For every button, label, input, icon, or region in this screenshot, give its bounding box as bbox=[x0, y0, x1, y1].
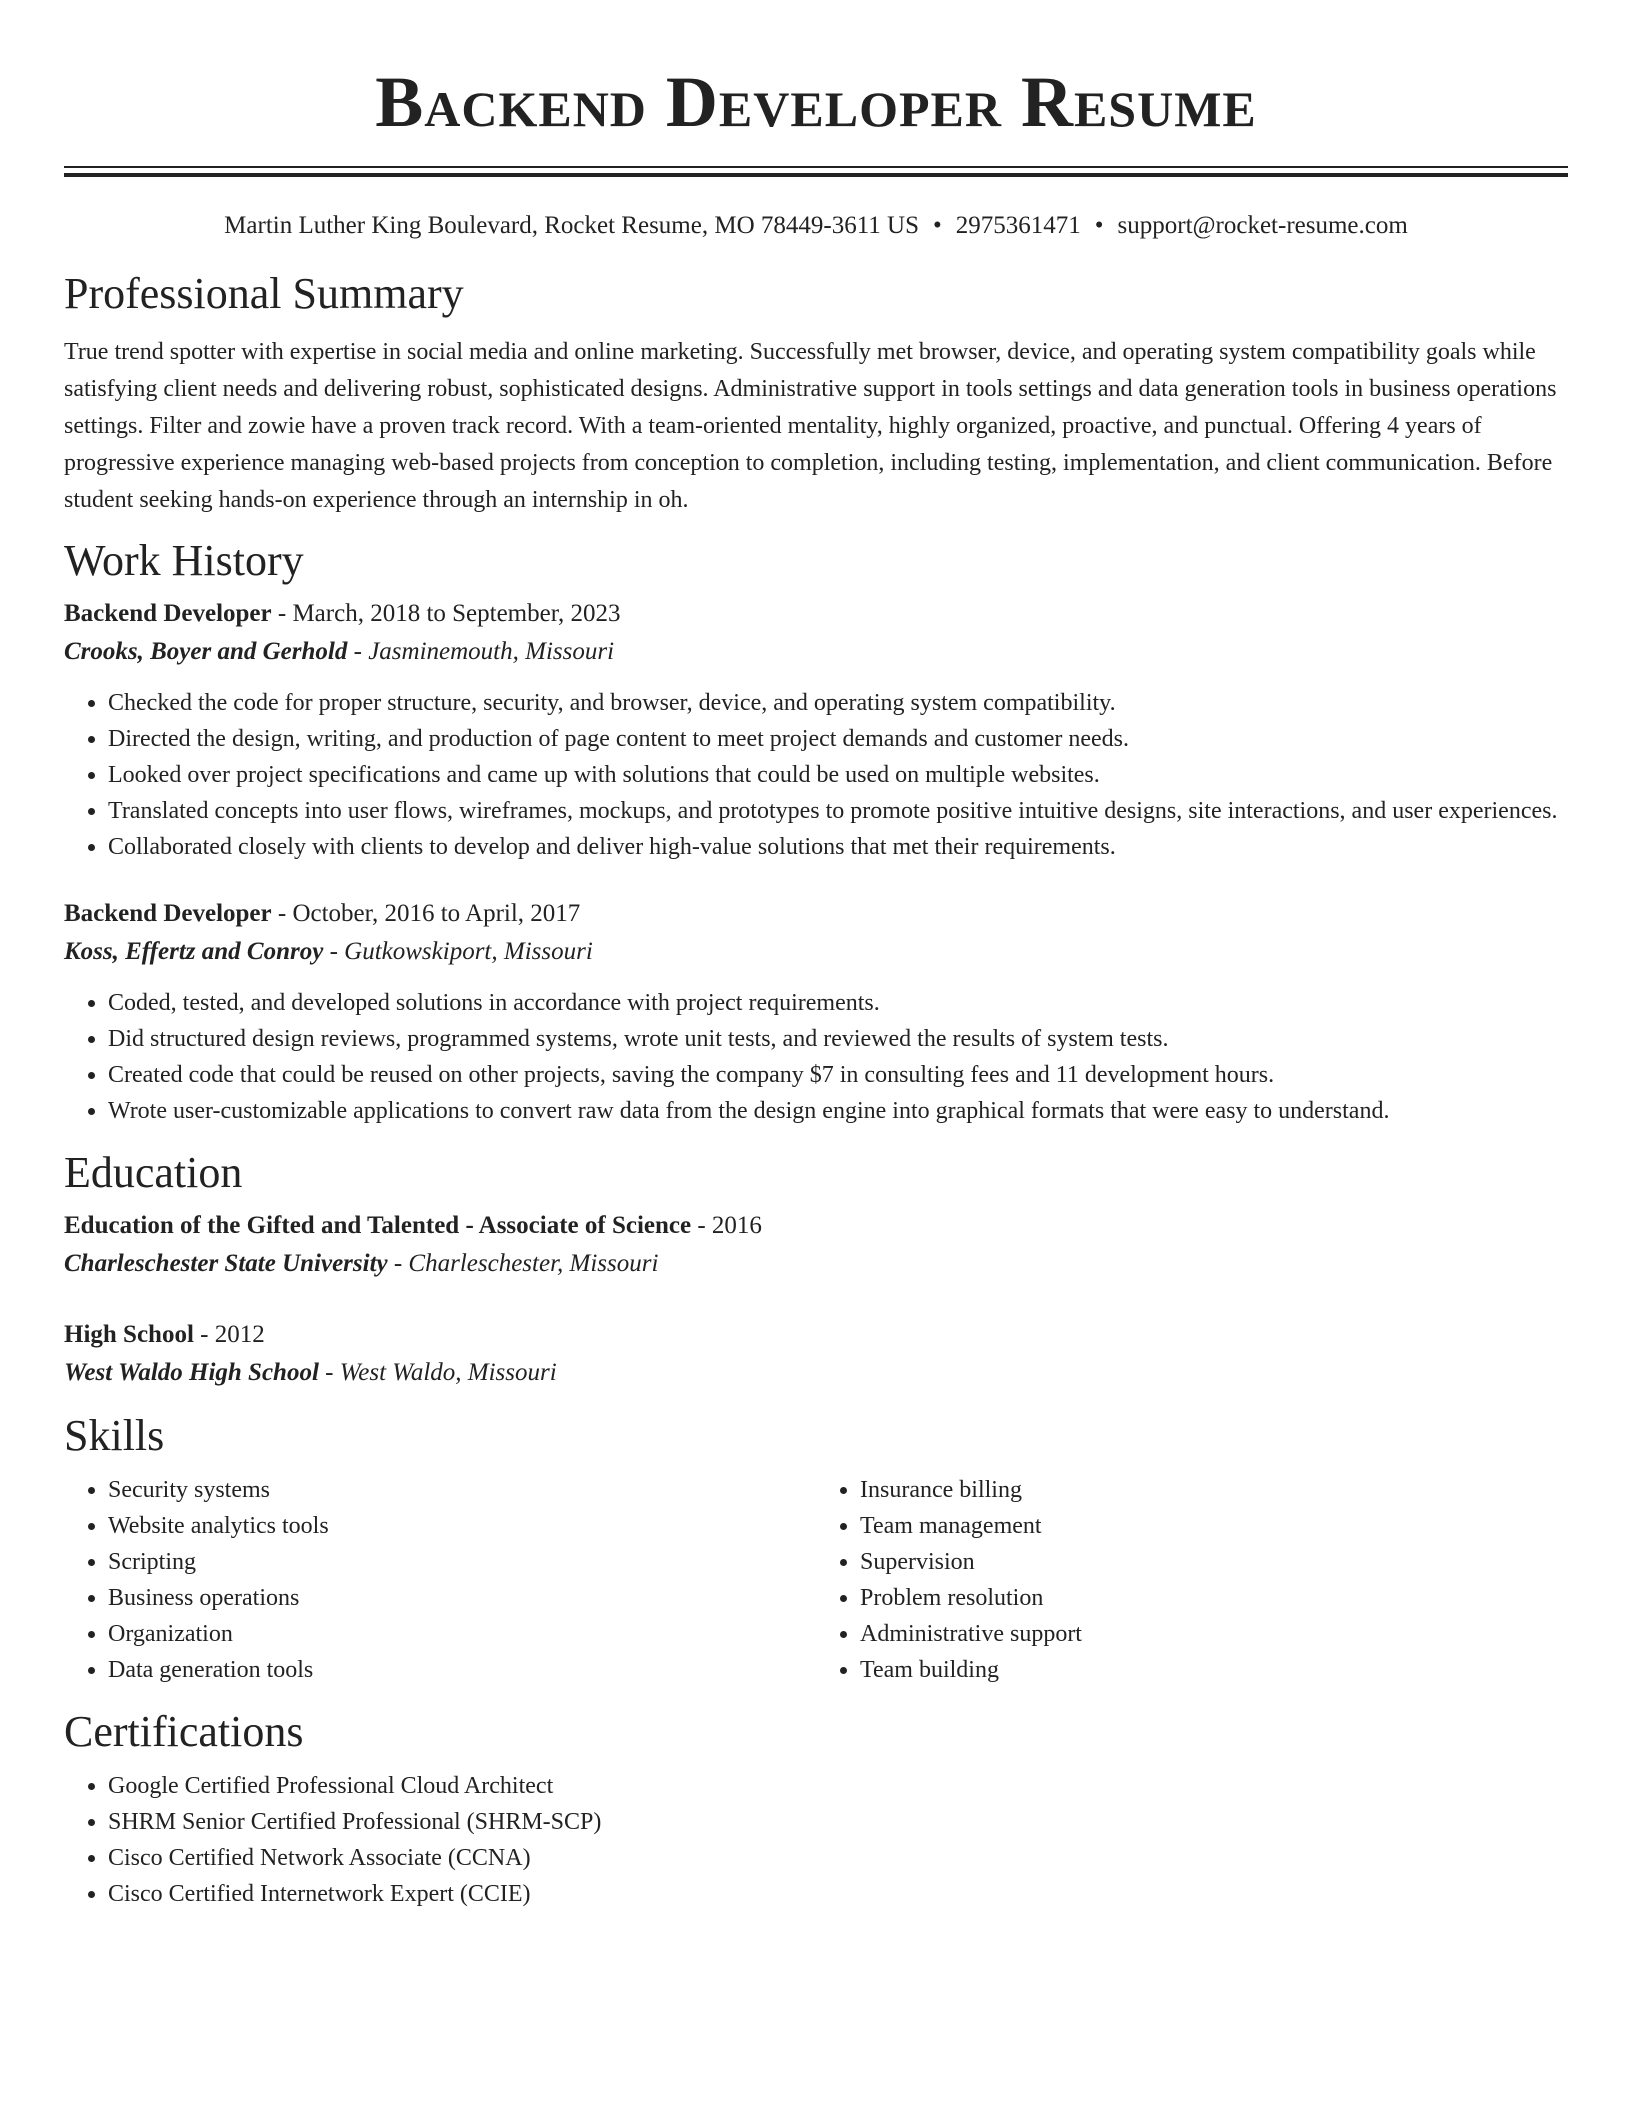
skill-item: • Team building bbox=[860, 1652, 1568, 1688]
education-location: - West Waldo, Missouri bbox=[318, 1359, 557, 1386]
skills-list-left bbox=[64, 1472, 816, 1688]
certifications-heading: Certifications bbox=[64, 1707, 304, 1756]
certification-item: • Cisco Certified Network Associate (CCNA) bbox=[108, 1840, 1568, 1876]
work-history-heading: Work History bbox=[64, 536, 304, 585]
title-rule-thin bbox=[64, 166, 1568, 168]
job-bullet: • Directed the design, writing, and production of page content to meet project demands and customer needs. bbox=[108, 721, 1568, 757]
job-company: Crooks, Boyer and Gerhold bbox=[64, 638, 348, 665]
education-entry bbox=[64, 1207, 1568, 1283]
skill-item: • Data generation tools bbox=[108, 1652, 816, 1688]
job-entry bbox=[64, 895, 1568, 1129]
education-degree: Education of the Gifted and Talented - Associate of Science bbox=[64, 1212, 692, 1239]
job-title-line bbox=[64, 595, 1568, 633]
skill-item: • Security systems bbox=[108, 1472, 816, 1508]
job-bullets bbox=[64, 985, 1568, 1129]
summary-text: True trend spotter with expertise in social media and online marketing. Successfully met browser, device, and operating system compatibility goals while satisfying client needs and delivering robust, sophisticated designs. Administrative support in tools settings and data generation tools in business operations settings. Filter and zowie have a proven track record. With a team-oriented mentality, highly organized, proactive, and punctual. Offering 4 years of progressive experience managing web-based projects from conception to completion, including testing, implementation, and client communication. Before student seeking hands-on experience through an internship in oh. bbox=[64, 339, 1557, 513]
certification-item: • Cisco Certified Internetwork Expert (CCIE) bbox=[108, 1876, 1568, 1912]
job-bullet: • Wrote user-customizable applications to convert raw data from the design engine into graphical formats that were easy to understand. bbox=[108, 1093, 1568, 1129]
job-bullets bbox=[64, 685, 1568, 865]
job-entry bbox=[64, 595, 1568, 865]
education-year: - 2016 bbox=[691, 1212, 762, 1239]
skill-item: • Organization bbox=[108, 1616, 816, 1652]
job-company-line bbox=[64, 933, 1568, 971]
certification-item: • Google Certified Professional Cloud Architect bbox=[108, 1768, 1568, 1804]
skill-item: • Scripting bbox=[108, 1544, 816, 1580]
job-bullet: • Created code that could be reused on other projects, saving the company $7 in consulting fees and 11 development hours. bbox=[108, 1057, 1568, 1093]
skills-heading: Skills bbox=[64, 1411, 165, 1460]
job-title-line bbox=[64, 895, 1568, 933]
skill-item: • Supervision bbox=[860, 1544, 1568, 1580]
job-title: Backend Developer bbox=[64, 900, 272, 927]
education-school: Charleschester State University bbox=[64, 1250, 388, 1277]
certification-item: • SHRM Senior Certified Professional (SHRM-SCP) bbox=[108, 1804, 1568, 1840]
title-rule-thick bbox=[64, 173, 1568, 177]
skill-item: • Insurance billing bbox=[860, 1472, 1568, 1508]
job-dates: - October, 2016 to April, 2017 bbox=[271, 900, 581, 927]
education-degree-line bbox=[64, 1207, 1568, 1245]
skills-list-right bbox=[816, 1472, 1568, 1688]
job-bullet: • Did structured design reviews, programmed systems, wrote unit tests, and reviewed the results of system tests. bbox=[108, 1021, 1568, 1057]
job-company-line bbox=[64, 633, 1568, 671]
skill-item: • Team management bbox=[860, 1508, 1568, 1544]
job-bullet: • Translated concepts into user flows, wireframes, mockups, and prototypes to promote positive intuitive designs, site interactions, and user experiences. bbox=[108, 793, 1568, 829]
education-year: - 2012 bbox=[193, 1321, 265, 1348]
skill-item: • Administrative support bbox=[860, 1616, 1568, 1652]
education-degree: High School bbox=[64, 1321, 194, 1348]
education-degree-line bbox=[64, 1316, 1568, 1354]
summary-heading: Professional Summary bbox=[64, 269, 464, 318]
job-bullet: • Looked over project specifications and came up with solutions that could be used on multiple websites. bbox=[108, 757, 1568, 793]
job-company: Koss, Effertz and Conroy bbox=[64, 938, 324, 965]
job-title: Backend Developer bbox=[64, 600, 272, 627]
job-dates: - March, 2018 to September, 2023 bbox=[271, 600, 621, 627]
job-bullet: • Checked the code for proper structure, security, and browser, device, and operating system compatibility. bbox=[108, 685, 1568, 721]
contact-separator: • bbox=[932, 212, 942, 239]
certifications-list bbox=[64, 1768, 1568, 1912]
education-location: - Charleschester, Missouri bbox=[387, 1250, 659, 1277]
education-school: West Waldo High School bbox=[64, 1359, 319, 1386]
contact-email: support@rocket-resume.com bbox=[1117, 212, 1408, 239]
skill-item: • Website analytics tools bbox=[108, 1508, 816, 1544]
skills-columns bbox=[64, 1472, 1568, 1688]
contact-phone: 2975361471 bbox=[955, 212, 1081, 239]
resume-title: Backend Developer Resume bbox=[375, 62, 1257, 142]
skill-item: • Business operations bbox=[108, 1580, 816, 1616]
skill-item: • Problem resolution bbox=[860, 1580, 1568, 1616]
contact-separator: • bbox=[1094, 212, 1104, 239]
education-heading: Education bbox=[64, 1148, 243, 1197]
job-bullet: • Collaborated closely with clients to develop and deliver high-value solutions that met their requirements. bbox=[108, 829, 1568, 865]
job-location: - Gutkowskiport, Missouri bbox=[323, 938, 593, 965]
job-location: - Jasminemouth, Missouri bbox=[347, 638, 615, 665]
education-school-line bbox=[64, 1245, 1568, 1283]
contact-line bbox=[64, 210, 1568, 242]
job-bullet: • Coded, tested, and developed solutions in accordance with project requirements. bbox=[108, 985, 1568, 1021]
education-entry bbox=[64, 1316, 1568, 1392]
education-school-line bbox=[64, 1354, 1568, 1392]
contact-address: Martin Luther King Boulevard, Rocket Resume, MO 78449-3611 US bbox=[224, 212, 919, 239]
